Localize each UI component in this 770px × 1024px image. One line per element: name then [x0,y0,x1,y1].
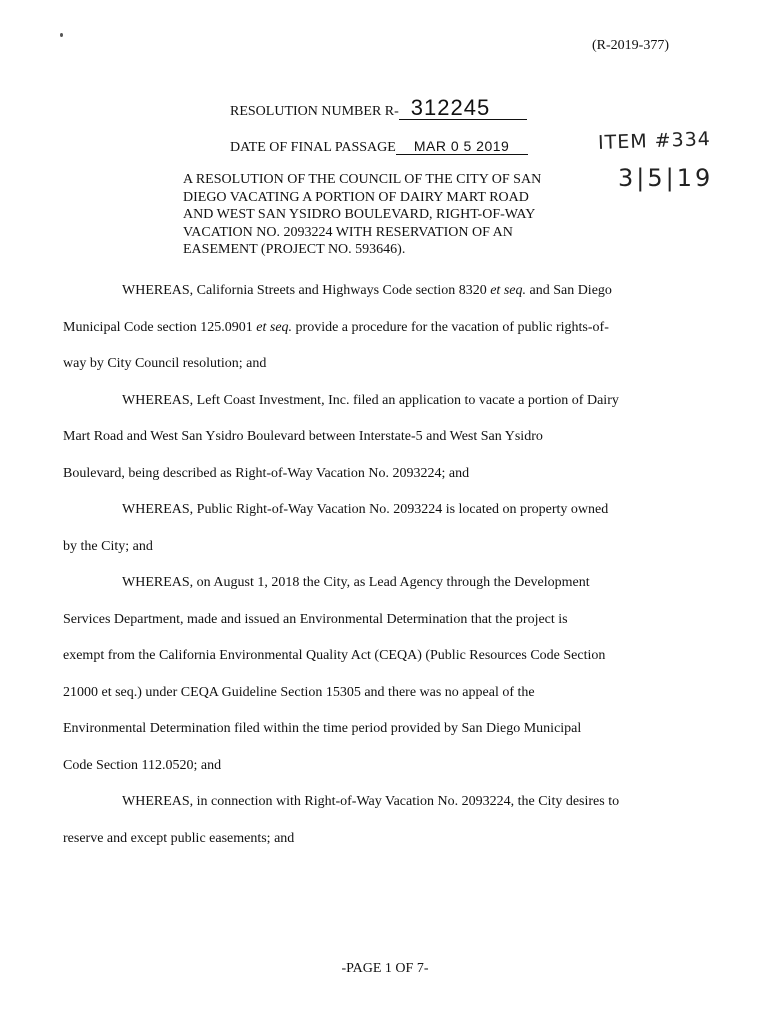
title-line: AND WEST SAN YSIDRO BOULEVARD, RIGHT-OF-WAY [183,207,536,222]
resolution-title [183,171,583,259]
body-line: reserve and except public easements; and [63,830,295,846]
body-line [63,320,703,357]
handwritten-item-number: ITEM #334 [597,128,712,154]
date-label: DATE OF FINAL PASSAGE [230,140,396,155]
text-run: Municipal Code section 125.0901 [63,319,257,335]
resolution-number: 312245 [399,97,527,120]
text-run: provide a procedure for the vacation of public rights-of- [292,319,609,335]
body-line: Mart Road and West San Ysidro Boulevard between Interstate-5 and West San Ysidro [63,429,543,444]
resolution-reference: (R-2019-377) [592,38,669,53]
body-line: Services Department, made and issued an Environmental Determination that the project is [63,611,568,627]
title-line: DIEGO VACATING A PORTION OF DAIRY MART ROAD [183,189,529,205]
title-line: VACATION NO. 2093224 WITH RESERVATION OF AN [183,224,513,240]
resolution-number-line [230,97,527,120]
italic-text: et seq. [256,319,293,335]
title-line: EASEMENT (PROJECT NO. 593646). [183,242,406,257]
body-line: by the City; and [63,538,153,554]
italic-text: et seq. [490,283,526,298]
scan-speck [60,33,63,37]
body-line: WHEREAS, on August 1, 2018 the City, as Lead Agency through the Development [122,575,590,590]
body-line: Boulevard, being described as Right-of-Way Vacation No. 2093224; and [63,465,470,481]
date-of-final-passage-line [230,138,528,156]
resolution-body [63,283,703,867]
body-line: WHEREAS, Public Right-of-Way Vacation No. 2093224 is located on property owned [122,502,609,517]
text-run: and San Diego [525,283,612,298]
body-line: way by City Council resolution; and [63,356,267,371]
text-run: WHEREAS, California Streets and Highways Code section 8320 [122,283,491,298]
body-line: WHEREAS, Left Coast Investment, Inc. filed an application to vacate a portion of Dairy [122,392,619,408]
page-number: -PAGE 1 OF 7- [341,961,429,976]
body-line: 21000 et seq.) under CEQA Guideline Section 15305 and there was no appeal of the [63,684,535,700]
handwritten-date: 3|5|19 [618,164,714,192]
body-line [63,283,703,320]
date-value: MAR 0 5 2019 [396,138,528,155]
body-line: WHEREAS, in connection with Right-of-Way Vacation No. 2093224, the City desires to [122,794,620,809]
title-line: A RESOLUTION OF THE COUNCIL OF THE CITY OF SAN [183,172,542,187]
body-line: Environmental Determination filed within the time period provided by San Diego Municipal [63,721,582,736]
body-line: Code Section 112.0520; and [63,757,222,773]
body-line: exempt from the California Environmental Quality Act (CEQA) (Public Resources Code Section [63,648,606,663]
resolution-number-label: RESOLUTION NUMBER R- [230,104,399,119]
